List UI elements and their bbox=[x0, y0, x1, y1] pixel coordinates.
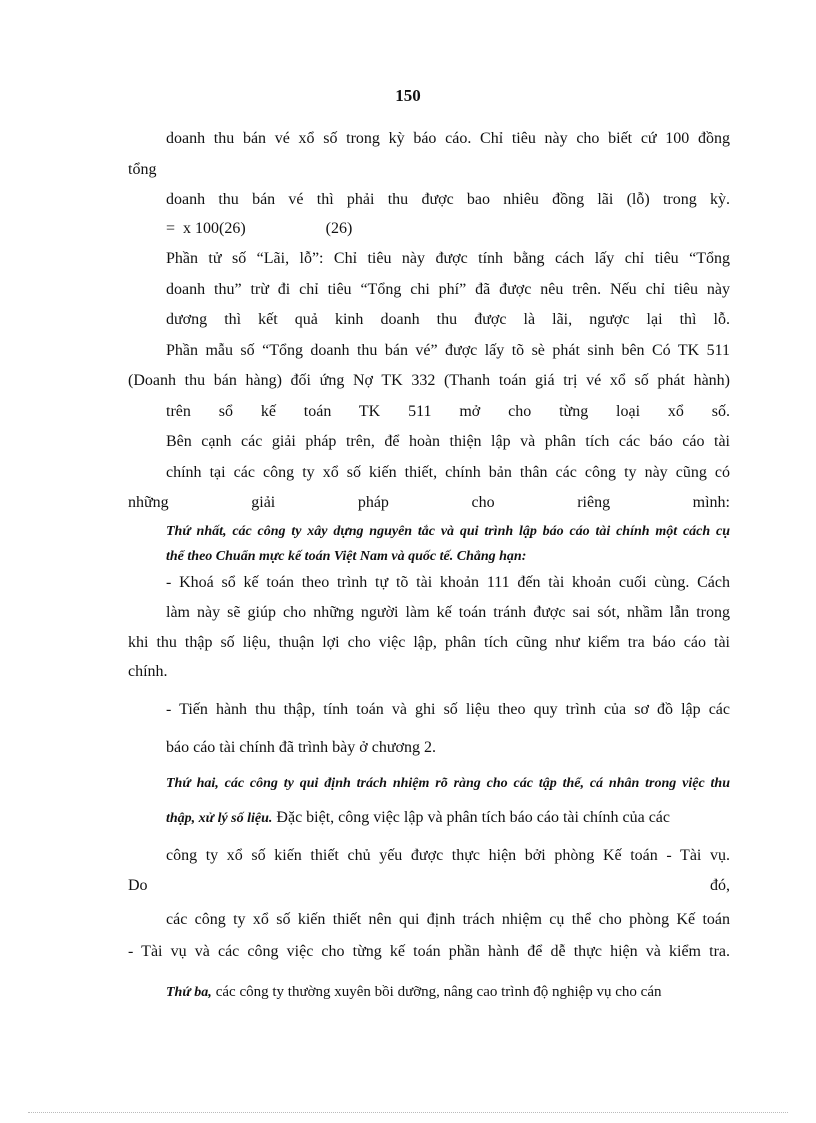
section-heading-tail: thập, xử lý số liệu. bbox=[166, 811, 273, 826]
text-line: - Khoá sổ kế toán theo trình tự tõ tài khoản 111 đến tài khoản cuối cùng. Cách bbox=[166, 574, 730, 591]
text-line: báo cáo tài chính đã trình bày ở chương 2. bbox=[166, 739, 436, 756]
text-line: Phần mẫu số “Tổng doanh thu bán vé” được lấy tõ sè phát sinh bên Có TK 511 bbox=[166, 342, 730, 359]
mixed-line bbox=[166, 982, 662, 1003]
text-line: doanh thu” trừ đi chỉ tiêu “Tổng chi phí” đã được nêu trên. Nếu chỉ tiêu này bbox=[166, 281, 730, 298]
section-heading: Thứ nhất, các công ty xây dựng nguyên tắc và qui trình lập báo cáo tài chính một cách cụ bbox=[166, 524, 730, 539]
mixed-line bbox=[166, 808, 670, 829]
text-line: dương thì kết quả kinh doanh thu được là lãi, ngược lại thì lỗ. bbox=[166, 311, 730, 328]
text-line: chính tại các công ty xổ số kiến thiết, chính bản thân các công ty này cũng có bbox=[166, 464, 730, 481]
text-span: các công ty thường xuyên bồi dưỡng, nâng cao trình độ nghiệp vụ cho cán bbox=[215, 984, 662, 1000]
text-line: làm này sẽ giúp cho những người làm kế toán tránh được sai sót, nhầm lẫn trong bbox=[166, 604, 730, 621]
section-heading: thể theo Chuẩn mực kế toán Việt Nam và quốc tế. Chẳng hạn: bbox=[166, 549, 527, 564]
text-line: - Tài vụ và các công việc cho từng kế toán phần hành để dễ thực hiện và kiểm tra. bbox=[128, 943, 730, 960]
text-line: - Tiến hành thu thập, tính toán và ghi số liệu theo quy trình của sơ đồ lập các bbox=[166, 701, 730, 718]
page-number: 150 bbox=[395, 86, 421, 105]
text-line: trên sổ kế toán TK 511 mở cho từng loại xổ số. bbox=[166, 403, 730, 420]
section-heading: Thứ hai, các công ty qui định trách nhiệm rõ ràng cho các tập thể, cá nhân trong việc thu bbox=[166, 776, 730, 791]
text-line: chính. bbox=[128, 663, 168, 680]
text-line: Do đó, bbox=[128, 877, 730, 894]
bottom-divider bbox=[28, 1112, 788, 1113]
formula-line: = x 100(26) (26) bbox=[166, 220, 353, 237]
text-line: (Doanh thu bán hàng) đối ứng Nợ TK 332 (Thanh toán giá trị vé xổ số phát hành) bbox=[128, 372, 730, 389]
text-line: doanh thu bán vé thì phải thu được bao nhiêu đồng lãi (lỗ) trong kỳ. bbox=[166, 191, 730, 208]
section-heading: Thứ ba, bbox=[166, 985, 212, 1000]
text-line: khi thu thập số liệu, thuận lợi cho việc lập, phân tích cũng như kiểm tra báo cáo tài bbox=[128, 634, 730, 651]
text-line: tổng bbox=[128, 161, 157, 178]
text-line: Phần tử số “Lãi, lỗ”: Chỉ tiêu này được tính bằng cách lấy chỉ tiêu “Tổng bbox=[166, 250, 730, 267]
text-line: công ty xổ số kiến thiết chủ yếu được thực hiện bởi phòng Kế toán - Tài vụ. bbox=[166, 847, 730, 864]
text-line: Bên cạnh các giải pháp trên, để hoàn thiện lập và phân tích các báo cáo tài bbox=[166, 433, 730, 450]
text-line: doanh thu bán vé xổ số trong kỳ báo cáo. Chỉ tiêu này cho biết cứ 100 đồng bbox=[166, 130, 730, 147]
text-line: các công ty xổ số kiến thiết nên qui định trách nhiệm cụ thể cho phòng Kế toán bbox=[166, 911, 730, 928]
text-span: Đặc biệt, công việc lập và phân tích báo cáo tài chính của các bbox=[276, 809, 670, 826]
text-line: những giải pháp cho riêng mình: bbox=[128, 494, 730, 511]
